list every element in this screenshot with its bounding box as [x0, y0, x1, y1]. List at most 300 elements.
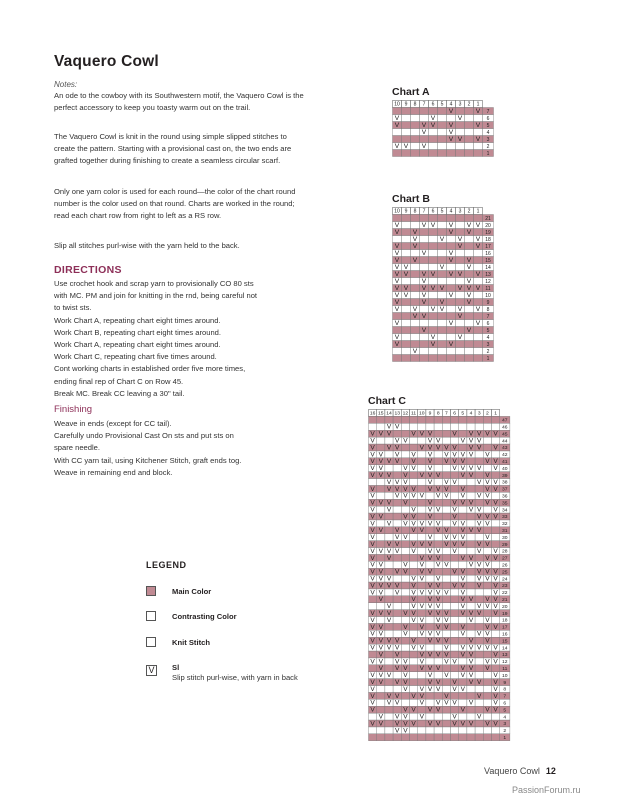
contrast-color-cell — [438, 320, 447, 327]
chart-a-grid — [392, 100, 494, 157]
contrast-color-cell — [465, 306, 474, 313]
chart-b-title: Chart B — [392, 193, 430, 205]
main-color-cell — [456, 355, 465, 362]
slip-stitch-symbol: V — [460, 458, 465, 466]
finishing-line: Weave in ends (except for CC tail). — [54, 419, 172, 428]
slip-stitch-symbol: V — [395, 699, 400, 707]
slip-stitch-symbol: V — [394, 222, 400, 229]
legend-label: Sl — [172, 663, 180, 672]
slip-stitch-symbol: V — [419, 520, 424, 528]
slip-stitch-symbol: V — [419, 685, 424, 693]
slip-stitch-symbol: V — [370, 541, 375, 548]
row-number: 6 — [503, 701, 507, 707]
slip-stitch-symbol: V — [457, 243, 463, 250]
main-color-cell — [402, 355, 411, 362]
row-number: 16 — [502, 632, 508, 638]
column-number: 8 — [413, 101, 417, 108]
slip-stitch-symbol: V — [436, 665, 441, 673]
main-color-cell — [369, 734, 377, 741]
main-color-cell — [418, 679, 426, 686]
slip-stitch-symbol: V — [468, 616, 474, 624]
slip-stitch-symbol: V — [370, 492, 375, 500]
slip-stitch-symbol: V — [370, 589, 375, 597]
main-color-cell — [377, 416, 385, 423]
slip-stitch-symbol: V — [485, 568, 490, 576]
slip-stitch-symbol: V — [460, 720, 465, 728]
main-color-cell — [369, 665, 377, 672]
slip-stitch-symbol: V — [395, 423, 400, 431]
main-color-cell — [442, 734, 450, 741]
contrast-color-cell — [492, 727, 500, 734]
contrast-color-cell — [418, 727, 426, 734]
slip-stitch-symbol: V — [452, 430, 457, 438]
main-color-cell — [393, 513, 401, 520]
main-color-cell — [451, 596, 459, 603]
slip-stitch-symbol: V — [403, 492, 408, 500]
slip-stitch-symbol: V — [370, 547, 375, 555]
slip-stitch-symbol: V — [403, 478, 408, 486]
slip-stitch-symbol: V — [386, 554, 392, 562]
main-color-cell — [475, 734, 483, 741]
main-color-cell — [401, 637, 409, 644]
column-number: 6 — [453, 411, 456, 417]
slip-stitch-symbol: V — [493, 589, 498, 597]
contrast-color-cell — [393, 561, 401, 568]
slip-stitch-symbol: V — [457, 271, 463, 278]
main-color-cell — [377, 485, 385, 492]
row-number: 5 — [486, 327, 490, 334]
slip-stitch-symbol: V — [419, 658, 424, 666]
slip-stitch-symbol: V — [403, 727, 408, 735]
slip-stitch-symbol: V — [485, 616, 490, 624]
main-color-cell — [393, 623, 401, 630]
slip-stitch-symbol: V — [493, 568, 498, 576]
contrast-color-cell — [456, 250, 465, 257]
slip-stitch-symbol: V — [485, 630, 490, 638]
main-color-cell — [451, 706, 459, 713]
slip-stitch-symbol: V — [485, 623, 490, 631]
main-color-cell — [475, 554, 483, 561]
contrast-color-cell — [393, 465, 401, 472]
slip-stitch-symbol: V — [394, 271, 400, 278]
slip-stitch-symbol: V — [460, 472, 465, 479]
contrast-color-cell — [474, 250, 483, 257]
slip-stitch-symbol: V — [386, 644, 392, 652]
slip-stitch-symbol: V — [452, 568, 457, 576]
contrast-color-cell — [467, 686, 475, 693]
slip-stitch-symbol: V — [427, 568, 433, 576]
slip-stitch-symbol: V — [493, 658, 498, 666]
main-color-cell — [438, 215, 447, 222]
slip-stitch-symbol: V — [370, 637, 375, 645]
slip-stitch-symbol: V — [370, 506, 375, 514]
contrast-color-cell — [411, 250, 420, 257]
footer-title: Vaquero Cowl — [484, 766, 540, 776]
main-color-cell — [410, 416, 418, 423]
column-number: 10 — [394, 208, 400, 215]
row-number: 41 — [502, 460, 508, 465]
contrast-color-cell — [385, 561, 393, 568]
slip-stitch-symbol: V — [395, 444, 400, 452]
slip-stitch-symbol: V — [427, 679, 433, 686]
slip-stitch-symbol: V — [460, 499, 465, 507]
slip-stitch-symbol: V — [395, 547, 400, 555]
slip-stitch-symbol: V — [493, 679, 498, 686]
legend-label: Contrasting Color — [172, 612, 237, 621]
slip-stitch-symbol: V — [386, 458, 392, 466]
main-color-cell — [385, 734, 393, 741]
slip-stitch-symbol: V — [460, 672, 465, 680]
contrast-color-cell — [401, 548, 409, 555]
row-number: 7 — [503, 694, 507, 700]
contrast-color-cell — [411, 115, 420, 122]
slip-stitch-symbol: V — [419, 492, 424, 500]
slip-stitch-symbol: V — [452, 506, 457, 514]
slip-stitch-symbol: V — [427, 637, 433, 645]
contrast-color-cell — [451, 561, 459, 568]
slip-stitch-symbol: V — [370, 658, 375, 666]
slip-stitch-symbol: V — [421, 299, 427, 306]
slip-stitch-symbol: V — [436, 492, 441, 500]
slip-stitch-symbol: V — [370, 582, 375, 590]
contrast-color-cell — [429, 143, 438, 150]
finishing-list — [54, 418, 314, 479]
slip-stitch-symbol: V — [370, 561, 375, 569]
column-number: 1 — [476, 208, 480, 215]
slip-stitch-symbol: V — [378, 665, 383, 673]
main-color-swatch — [146, 586, 156, 596]
contrast-color-cell — [483, 686, 491, 693]
main-color-cell — [411, 327, 420, 334]
slip-stitch-symbol: V — [421, 327, 427, 334]
main-color-cell — [465, 108, 474, 115]
slip-stitch-symbol: V — [421, 122, 427, 129]
slip-stitch-symbol: V — [421, 285, 427, 292]
contrast-color-cell — [401, 575, 409, 582]
finishing-heading: Finishing — [54, 404, 93, 415]
main-color-cell — [447, 285, 456, 292]
slip-stitch-symbol: V — [378, 672, 383, 680]
contrast-color-cell — [401, 644, 409, 651]
slip-stitch-symbol: V — [412, 243, 418, 250]
main-color-cell — [434, 692, 442, 699]
slip-stitch-symbol: V — [493, 603, 498, 611]
contrast-color-cell — [442, 437, 450, 444]
row-number: 2 — [486, 348, 490, 355]
contrast-color-cell — [393, 630, 401, 637]
main-color-cell — [420, 257, 429, 264]
main-color-cell — [438, 327, 447, 334]
main-color-cell — [393, 355, 402, 362]
slip-stitch-symbol: V — [452, 534, 457, 542]
main-color-cell — [492, 527, 500, 534]
slip-stitch-symbol: V — [444, 485, 449, 493]
row-number: 20 — [502, 604, 508, 610]
main-color-cell — [474, 327, 483, 334]
main-color-cell — [402, 327, 411, 334]
slip-stitch-symbol: V — [370, 616, 375, 624]
main-color-cell — [411, 299, 420, 306]
slip-stitch-symbol: V — [485, 499, 490, 507]
contrast-color-cell — [438, 250, 447, 257]
contrast-color-cell — [465, 334, 474, 341]
main-color-cell — [438, 150, 447, 157]
notes-paragraph: The Vaquero Cowl is knit in the round using simple slipped stitches to create the pattern. Starting with a provisional cast on, the two ends are grafted together during finishing to create a seamless circular scarf. — [54, 132, 292, 166]
main-color-cell — [434, 499, 442, 506]
contrast-color-cell — [492, 617, 500, 624]
main-color-cell — [393, 430, 401, 437]
column-number: 8 — [436, 411, 440, 417]
slip-stitch-symbol: V — [475, 285, 481, 292]
slip-stitch-symbol: V — [378, 451, 383, 459]
main-color-cell — [426, 416, 434, 423]
slip-stitch-symbol: V — [460, 554, 465, 562]
finishing-line: Carefully undo Provisional Cast On sts and put sts on — [54, 431, 234, 441]
slip-stitch-symbol: V — [427, 706, 433, 714]
slip-stitch-symbol: V — [452, 720, 457, 728]
slip-stitch-symbol: V — [430, 271, 436, 278]
contrast-color-cell — [438, 143, 447, 150]
slip-stitch-symbol: V — [460, 451, 465, 459]
slip-stitch-symbol: V — [411, 589, 416, 597]
slip-stitch-symbol: V — [468, 720, 474, 728]
contrast-color-cell — [418, 437, 426, 444]
slip-stitch-symbol: V — [386, 672, 392, 680]
contrast-color-cell — [474, 292, 483, 299]
slip-stitch-symbol: V — [427, 451, 433, 459]
contrast-color-cell — [447, 348, 456, 355]
contrast-color-cell — [411, 143, 420, 150]
main-color-cell — [475, 596, 483, 603]
main-color-cell — [465, 271, 474, 278]
main-color-cell — [459, 430, 467, 437]
contrast-color-cell — [447, 278, 456, 285]
slip-stitch-symbol: V — [403, 472, 408, 479]
contrast-color-cell — [447, 143, 456, 150]
slip-stitch-symbol: V — [444, 644, 449, 652]
contrast-color-cell — [393, 129, 402, 136]
slip-stitch-symbol: V — [452, 658, 457, 666]
slip-stitch-symbol: V — [412, 306, 418, 313]
main-color-cell — [429, 355, 438, 362]
slip-stitch-symbol: V — [452, 713, 457, 721]
contrast-color-cell — [456, 143, 465, 150]
contrast-color-cell — [475, 451, 483, 458]
contrast-color-cell — [377, 479, 385, 486]
slip-stitch-symbol: V — [419, 616, 424, 624]
main-color-cell — [447, 150, 456, 157]
slip-stitch-symbol: V — [444, 534, 449, 542]
contrast-color-cell — [401, 617, 409, 624]
main-color-cell — [393, 610, 401, 617]
contrast-color-cell — [369, 603, 377, 610]
slip-stitch-symbol: V — [485, 458, 490, 466]
slip-stitch-symbol: V — [477, 520, 482, 528]
contrast-color-cell — [467, 492, 475, 499]
contrast-color-cell — [459, 727, 467, 734]
main-color-cell — [438, 257, 447, 264]
slip-stitch-symbol: V — [378, 713, 383, 721]
slip-stitch-symbol: V — [457, 236, 463, 243]
contrast-color-cell — [459, 699, 467, 706]
slip-stitch-symbol: V — [370, 706, 375, 714]
slip-stitch-symbol: V — [485, 541, 490, 548]
column-number: 15 — [378, 411, 384, 417]
contrast-color-cell — [451, 492, 459, 499]
slip-stitch-symbol: V — [468, 437, 474, 445]
main-color-cell — [447, 243, 456, 250]
row-number: 4 — [486, 129, 490, 136]
slip-stitch-symbol: V — [457, 115, 463, 122]
slip-stitch-symbol: V — [477, 568, 482, 576]
contrast-color-cell — [410, 658, 418, 665]
contrast-color-cell — [402, 236, 411, 243]
main-color-cell — [369, 651, 377, 658]
main-color-cell — [451, 527, 459, 534]
main-color-cell — [429, 136, 438, 143]
slip-stitch-symbol: V — [427, 720, 433, 728]
slip-stitch-symbol: V — [485, 554, 490, 562]
contrast-color-cell — [434, 534, 442, 541]
contrast-color-cell — [467, 534, 475, 541]
slip-stitch-symbol: V — [378, 589, 383, 597]
legend-title: LEGEND — [146, 560, 187, 570]
slip-stitch-symbol: V — [475, 320, 481, 327]
slip-stitch-symbol: V — [395, 451, 400, 459]
contrast-color-cell — [475, 699, 483, 706]
contrast-color-cell — [385, 534, 393, 541]
slip-stitch-symbol: V — [370, 554, 375, 562]
contrast-color-cell — [420, 306, 429, 313]
direction-line: ending final rep of Chart C on Row 45. — [54, 376, 184, 386]
main-color-cell — [393, 313, 402, 320]
row-number: 6 — [486, 320, 490, 327]
slip-stitch-symbol: V — [475, 122, 481, 129]
slip-stitch-symbol: V — [370, 623, 375, 631]
contrast-color-cell — [465, 236, 474, 243]
slip-stitch-symbol: V — [378, 465, 383, 473]
contrast-color-cell — [434, 451, 442, 458]
main-color-cell — [459, 637, 467, 644]
main-color-cell — [426, 623, 434, 630]
main-color-cell — [456, 229, 465, 236]
slip-stitch-symbol: V — [411, 692, 416, 700]
slip-stitch-symbol: V — [411, 430, 416, 438]
contrast-color-cell — [420, 348, 429, 355]
slip-stitch-symbol: V — [370, 485, 375, 493]
main-color-cell — [418, 458, 426, 465]
slip-stitch-symbol: V — [444, 541, 449, 548]
contrast-color-cell — [401, 699, 409, 706]
slip-stitch-symbol: V — [419, 430, 424, 438]
main-color-cell — [459, 679, 467, 686]
slip-stitch-symbol: V — [427, 610, 433, 617]
main-color-cell — [401, 416, 409, 423]
slip-stitch-symbol: V — [427, 506, 433, 514]
contrast-color-cell — [385, 713, 393, 720]
slip-stitch-symbol: V — [411, 458, 416, 466]
contrast-color-cell — [418, 479, 426, 486]
slip-stitch-symbol: V — [411, 596, 416, 604]
main-color-cell — [377, 554, 385, 561]
slip-stitch-symbol: V — [452, 685, 457, 693]
slip-stitch-symbol: V — [370, 465, 375, 473]
row-number: 46 — [502, 425, 508, 431]
contrast-color-cell — [492, 492, 500, 499]
slip-stitch-symbol: V — [493, 644, 498, 652]
slip-stitch-symbol: V — [370, 644, 375, 652]
slip-stitch-symbol: V — [452, 582, 457, 590]
main-color-cell — [420, 150, 429, 157]
slip-stitch-symbol: V — [419, 630, 424, 638]
slip-stitch-symbol: V — [452, 451, 457, 459]
main-color-cell — [492, 734, 500, 741]
slip-stitch-symbol: V — [466, 257, 472, 264]
contrast-color-cell — [442, 575, 450, 582]
contrast-color-cell — [434, 644, 442, 651]
main-color-cell — [442, 596, 450, 603]
slip-stitch-symbol: V — [436, 520, 441, 528]
main-color-cell — [411, 271, 420, 278]
main-color-cell — [385, 527, 393, 534]
contrast-color-cell — [442, 713, 450, 720]
slip-stitch-symbol: V — [411, 616, 416, 624]
slip-stitch-symbol: V — [477, 644, 482, 652]
main-color-cell — [467, 416, 475, 423]
slip-stitch-symbol: V — [436, 685, 441, 693]
slip-stitch-symbol: V — [493, 430, 498, 438]
main-color-cell — [442, 416, 450, 423]
contrast-color-cell — [420, 115, 429, 122]
row-number: 1 — [503, 736, 507, 741]
slip-stitch-symbol: V — [430, 122, 436, 129]
contrast-color-cell — [483, 589, 491, 596]
slip-stitch-symbol: V — [436, 596, 441, 604]
main-color-cell — [474, 341, 483, 348]
main-color-cell — [475, 637, 483, 644]
contrast-color-cell — [451, 644, 459, 651]
slip-stitch-symbol: V — [378, 527, 383, 535]
row-number: 27 — [502, 556, 508, 562]
slip-stitch-symbol: V — [460, 706, 465, 714]
main-color-cell — [447, 355, 456, 362]
slip-stitch-symbol: V — [403, 285, 409, 292]
main-color-cell — [451, 472, 459, 479]
slip-stitch-symbol: V — [394, 264, 400, 271]
slip-stitch-symbol: V — [477, 444, 482, 452]
slip-stitch-symbol: V — [403, 665, 408, 673]
slip-stitch-symbol: V — [477, 492, 482, 500]
slip-stitch-symbol: V — [439, 285, 445, 292]
main-color-cell — [401, 430, 409, 437]
main-color-cell — [483, 734, 491, 741]
contrast-color-cell — [401, 589, 409, 596]
main-color-cell — [393, 499, 401, 506]
slip-stitch-symbol: V — [468, 665, 474, 673]
slip-stitch-symbol: V — [436, 679, 441, 686]
slip-stitch-symbol: V — [436, 637, 441, 645]
contrast-color-cell — [447, 236, 456, 243]
slip-stitch-symbol: V — [370, 437, 375, 445]
contrast-color-cell — [451, 603, 459, 610]
main-color-cell — [483, 444, 491, 451]
main-color-cell — [459, 513, 467, 520]
contrast-color-cell — [467, 630, 475, 637]
main-color-cell — [410, 651, 418, 658]
slip-stitch-symbol: V — [436, 706, 441, 714]
main-color-cell — [447, 299, 456, 306]
slip-stitch-symbol: V — [386, 472, 392, 479]
